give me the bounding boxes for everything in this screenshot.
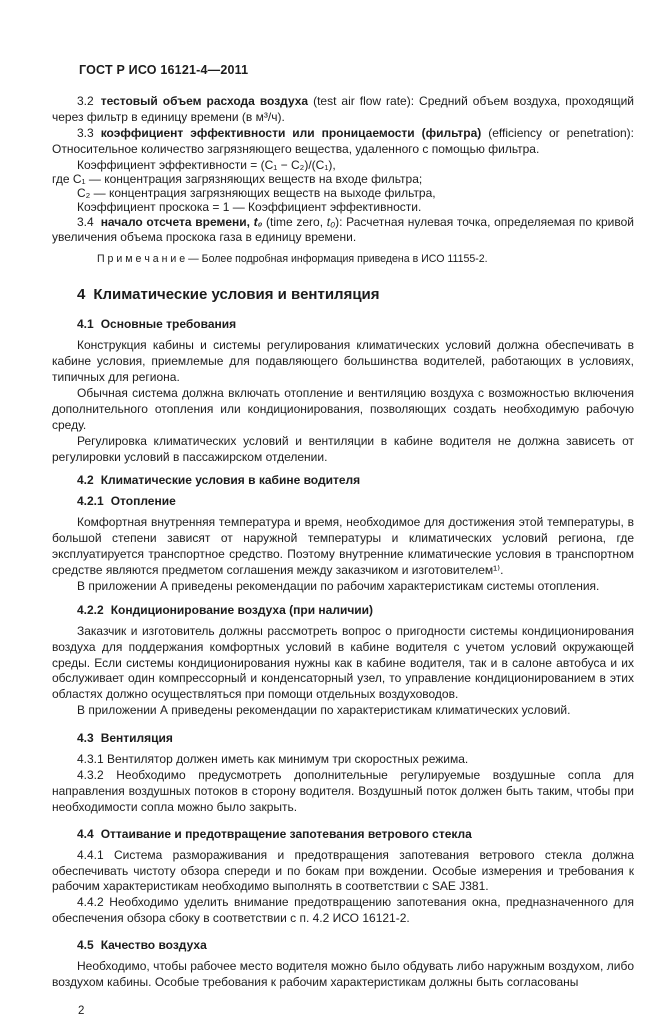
- term-title: коэффициент эффективности или проницаемости (фильтра): [100, 125, 482, 140]
- section-number: 4.3: [77, 731, 94, 746]
- paragraph: Необходимо, чтобы рабочее место водителя можно было обдувать либо наружным воздухом, либо воздухом кабины. Особые требования к рабочим характеристикам должны быть согласованы: [52, 959, 634, 989]
- section-number: 4.5: [77, 938, 94, 953]
- section-title: Основные требования: [100, 317, 237, 332]
- formula-where-c2: C₂ — концентрация загрязняющих веществ на выходе фильтра,: [77, 185, 436, 200]
- section-title: Климатические условия в кабине водителя: [100, 473, 361, 488]
- section-number: 4.2: [77, 473, 94, 488]
- paragraph: 4.3.1 Вентилятор должен иметь как минимум три скоростных режима.: [77, 752, 469, 767]
- heading-4-3: [77, 731, 634, 747]
- paragraph: Комфортная внутренняя температура и время, необходимое для достижения этой температуры, в большой степени зависят от наружной температуры и климатических условий региона, где эксплуатируется транспортное средство. Поэтому внутренние климатические условия в транспортном средстве являются предметом соглашения между заказчиком и изготовителем¹⁾.: [52, 515, 634, 578]
- section-number: 4: [77, 286, 86, 304]
- term-variable: t₀: [253, 214, 263, 229]
- term-title: начало отсчета времени,: [100, 214, 254, 229]
- heading-4-2: [77, 473, 634, 489]
- page-number: 2: [78, 1004, 85, 1017]
- formula-breakthrough: Коэффициент проскока = 1 — Коэффициент эффективности.: [77, 199, 422, 214]
- section-title: Качество воздуха: [100, 938, 207, 953]
- efficiency-formula: Коэффициент эффективности = (C₁ − C₂)/(C₁),: [77, 157, 336, 172]
- heading-4-1: [77, 317, 634, 333]
- clause-number: 3.2: [77, 94, 94, 108]
- heading-4-4: [77, 827, 634, 843]
- paragraph: 4.4.1 Система размораживания и предотвращения запотевания ветрового стекла должна обеспечивать чистоту обзора спереди и по бокам при вождении. Особые измерения и требования к рабочим характеристикам необходимо выполнять в соответствии с SAE J381.: [52, 847, 634, 894]
- paragraph: Регулировка климатических условий и вентиляции в кабине водителя не должна зависеть от регулировки условий в пассажирском отделении.: [52, 433, 634, 464]
- section-4-heading: [77, 286, 634, 303]
- term-definition: (test air flow rate): Средний объем воздуха, проходящий через фильтр в единицу времени (в м³/ч).: [52, 94, 634, 124]
- heading-4-2-1: [77, 494, 634, 510]
- term-3-2: [52, 94, 634, 126]
- term-definition: ): Расчетная нулевая точка, определяемая по кривой увеличения объема проскока газа в единицу времени.: [52, 214, 634, 245]
- paragraph: Конструкция кабины и системы регулирования климатических условий должна обеспечивать в кабине условия, приемлемые для подавляющего большинства водителей, работающих в условиях, типичных для региона.: [52, 338, 634, 385]
- term-english: (time zero,: [262, 214, 327, 229]
- section-title: Вентиляция: [100, 731, 173, 746]
- section-title: Отопление: [110, 494, 176, 509]
- running-header: ГОСТ Р ИСО 16121-4—2011: [79, 63, 249, 77]
- heading-4-5: [77, 938, 634, 954]
- section-title: Кондиционирование воздуха (при наличии): [110, 602, 374, 617]
- paragraph: 4.3.2 Необходимо предусмотреть дополнительные регулируемые воздушные сопла для направления воздушных потоков в сторону водителя. Воздушный поток должен быть таким, чтобы при необходимости сопла можно было закрыть.: [52, 767, 634, 814]
- term-definition: (efficiency or penetration): Относительное количество загрязняющего вещества, удаленного с помощью фильтра.: [52, 125, 634, 156]
- section-number: 4.2.1: [77, 494, 104, 509]
- section-title: Климатические условия и вентиляция: [93, 286, 380, 304]
- section-number: 4.1: [77, 317, 94, 332]
- section-number: 4.4: [77, 826, 94, 841]
- term-title: тестовый объем расхода воздуха: [100, 94, 309, 108]
- heading-4-2-2: [77, 603, 634, 619]
- section-number: 4.2.2: [77, 602, 104, 617]
- term-variable: t₀: [326, 214, 336, 229]
- section-title: Оттаивание и предотвращение запотевания ветрового стекла: [100, 826, 472, 841]
- paragraph: В приложении А приведены рекомендации по рабочим характеристикам системы отопления.: [77, 578, 600, 593]
- clause-number: 3.3: [77, 125, 94, 140]
- note-text: П р и м е ч а н и е — Более подробная информация приведена в ИСО 11155-2.: [97, 253, 488, 266]
- paragraph: 4.4.2 Необходимо уделить внимание предотвращению запотевания окна, предназначенного для обеспечения обзора сбоку в соответствии с п. 4.2 ИСО 16121-2.: [52, 895, 634, 926]
- paragraph: Заказчик и изготовитель должны рассмотреть вопрос о пригодности системы кондиционирования воздуха для поддержания комфортных условий в кабине водителя с учетом условий окружающей среды. Если системы кондиционирования нужны как в кабине водителя, так и в салоне автобуса и их обслуживает один компрессорный и конденсаторный узел, то управление кондиционированием в этих областях должно осуществляться при помощи отдельных воздуховодов.: [52, 623, 634, 702]
- term-3-3: [52, 126, 634, 158]
- formula-where-c1: где C₁ — концентрация загрязняющих веществ на входе фильтра;: [52, 172, 423, 187]
- paragraph: В приложении А приведены рекомендации по характеристикам климатических условий.: [77, 703, 571, 718]
- clause-number: 3.4: [77, 214, 94, 229]
- paragraph: Обычная система должна включать отопление и вентиляцию воздуха с возможностью включения дополнительного отопления или кондиционирования, позволяющих создать необходимую рабочую среду.: [52, 385, 634, 432]
- term-3-4: [52, 215, 634, 247]
